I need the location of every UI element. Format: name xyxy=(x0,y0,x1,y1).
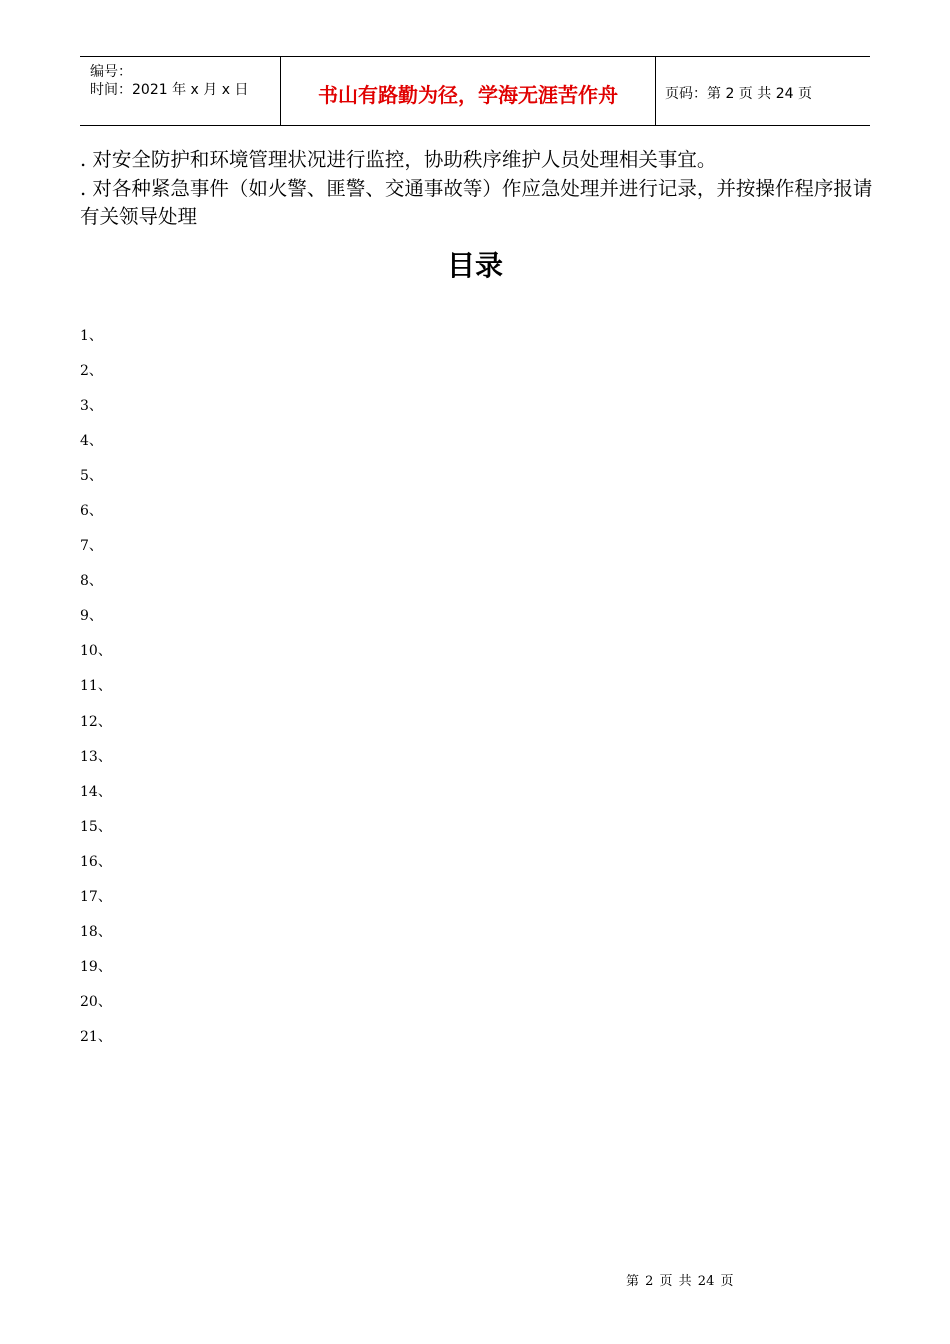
toc-item: 1、 xyxy=(80,328,103,344)
toc-item: 14、 xyxy=(80,783,112,800)
toc-item: 17、 xyxy=(80,888,112,905)
toc-item: 21、 xyxy=(80,1028,112,1045)
toc-item: 4、 xyxy=(80,433,103,450)
header-motto-cell xyxy=(280,57,656,125)
toc-item: 11、 xyxy=(80,678,112,695)
toc-item: 20、 xyxy=(80,993,112,1010)
toc-item: 15、 xyxy=(80,818,112,835)
page-header xyxy=(80,56,870,126)
toc-title: 目录 xyxy=(446,249,503,282)
toc-item: 10、 xyxy=(80,643,112,660)
toc-item: 3、 xyxy=(80,398,103,415)
document-number-label: 编号： xyxy=(90,64,132,80)
toc-item: 16、 xyxy=(80,853,112,870)
toc-item: 9、 xyxy=(80,608,103,625)
toc-list xyxy=(80,326,112,1062)
toc-item: 2、 xyxy=(80,363,103,380)
header-page-cell xyxy=(655,57,870,125)
header-page-code: 页码：第 2 页 共 24 页 xyxy=(665,86,812,102)
toc-item: 18、 xyxy=(80,923,112,940)
toc-item: 8、 xyxy=(80,573,103,590)
toc-item: 5、 xyxy=(80,468,103,485)
toc-item: 7、 xyxy=(80,538,103,555)
body-paragraph-2: . 对各种紧急事件（如火警、匪警、交通事故等）作应急处理并进行记录，并按操作程序报请有关领导处理 xyxy=(80,177,873,228)
header-motto: 书山有路勤为径，学海无涯苦作舟 xyxy=(318,83,618,107)
body-paragraph-1: . 对安全防护和环境管理状况进行监控，协助秩序维护人员处理相关事宜。 xyxy=(80,148,717,171)
toc-item: 19、 xyxy=(80,958,112,975)
page-footer: 第 2 页 共 24 页 xyxy=(626,1274,734,1289)
document-time-label: 时间：2021 年 x 月 x 日 xyxy=(90,82,249,98)
header-info-cell xyxy=(80,57,280,125)
toc-item: 6、 xyxy=(80,503,103,520)
toc-item: 12、 xyxy=(80,713,112,730)
toc-item: 13、 xyxy=(80,748,112,765)
